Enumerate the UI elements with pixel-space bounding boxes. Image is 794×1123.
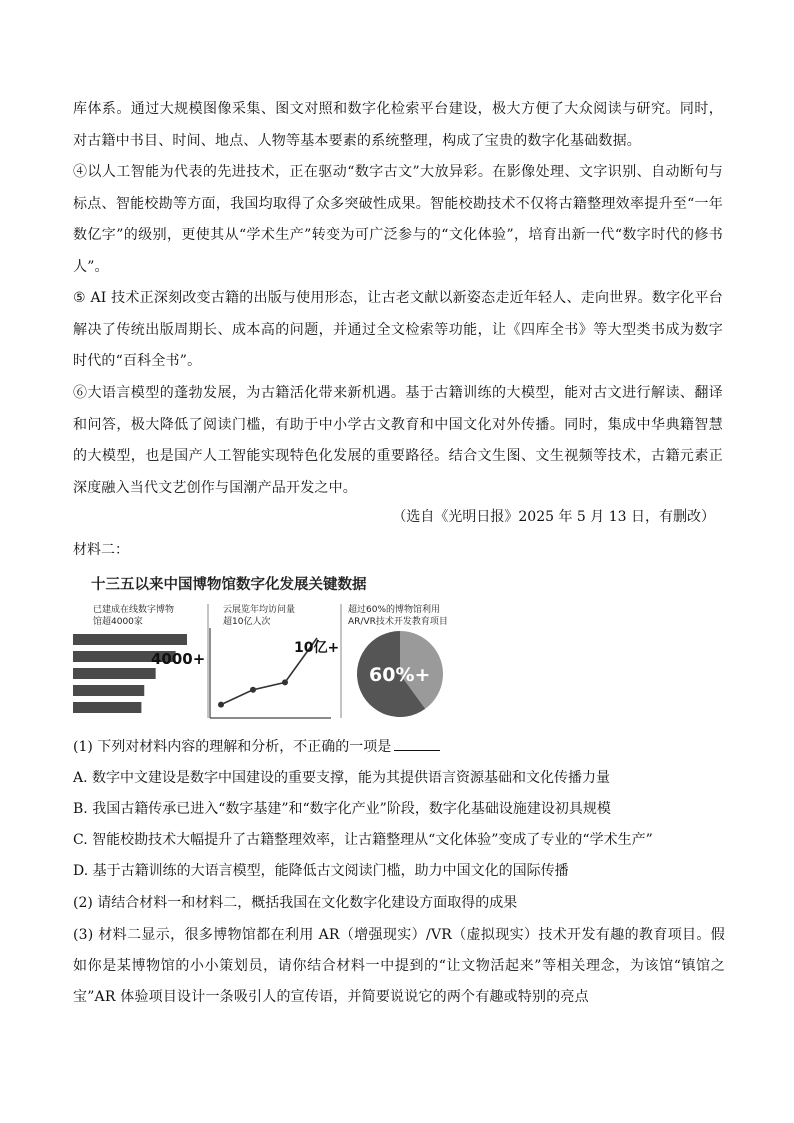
paragraph-6: ⑥大语言模型的蓬勃发展，为古籍活化带来新机遇。基于古籍训练的大模型，能对古文进行解读、翻译和问答，极大降低了阅读门槛，有助于中小学古文教育和中国文化对外传播。同时，集成中华典籍智慧的大模型，也是国产人工智能实现特色化发展的重要路径。结合文生图、文生视频等技术，古籍元素正深度融入当代文艺创作与国潮产品开发之中。 (73, 385, 723, 496)
bar-chart-panel (71, 628, 206, 718)
paragraph-4: ④以人工智能为代表的先进技术，正在驱动“数字古文”大放异彩。在影像处理、文字识别、自动断句与标点、智能校勘等方面，我国均取得了众多突破性成果。智能校勘技术不仅将古籍整理效率提升至“一年数亿字”的级别，更使其从“学术生产”转变为可广泛参与的“文化体验”，培育出新一代“数字时代的修书人”。 (73, 164, 723, 275)
trend-point-2 (250, 687, 256, 693)
panel1-value: 4000+ (151, 650, 206, 668)
panel2-label-line1: 云展览年均访问量 (223, 605, 296, 615)
answer-blank[interactable] (394, 736, 440, 751)
panel2-label (223, 604, 295, 628)
divider-2 (339, 604, 343, 718)
infographic-title: 十三五以来中国博物馆数字化发展关键数据 (91, 577, 367, 593)
bar-4 (73, 685, 144, 696)
question-1-text: (1) 下列对材料内容的理解和分析，不正确的一项是 (73, 739, 392, 755)
option-b: B. 我国古籍传承已进入“数字基建”和“数字化产业”阶段，数字化基础设施建设初具规模 (73, 801, 611, 817)
option-c: C. 智能校勘技术大幅提升了古籍整理效率，让古籍整理从“文化体验”变成了专业的“学术生产” (73, 832, 653, 848)
panel1-label-line2: 馆超4000家 (93, 617, 143, 627)
paragraph-5: ⑤ AI 技术正深刻改变古籍的出版与使用形态，让古老文献以新姿态走近年轻人、走向世界。数字化平台解决了传统出版周期长、成本高的问题，并通过全文检索等功能，让《四库全书》等大型类书成为数字时代的“百科全书”。 (73, 290, 723, 369)
panel3-label (348, 604, 448, 628)
bar-5 (73, 702, 141, 713)
paragraph-3-end: 库体系。通过大规模图像采集、图文对照和数字化检索平台建设，极大方便了大众阅读与研究。同时，对古籍中书目、时间、地点、人物等基本要素的系统整理，构成了宝贵的数字化基础数据。 (73, 101, 723, 149)
question-2: (2) 请结合材料一和材料二，概括我国在文化数字化建设方面取得的成果 (73, 895, 518, 911)
panel1-label-line1: 已建成在线数字博物 (93, 605, 175, 615)
panel1-label (93, 604, 174, 628)
panel3-value: 60%+ (369, 664, 431, 686)
bar-3 (73, 668, 156, 679)
panel2-value: 10亿+ (294, 640, 340, 656)
source-citation: （选自《光明日报》2025 年 5 月 13 日，有删改） (392, 509, 715, 525)
option-a: A. 数字中文建设是数字中国建设的重要支撑，能为其提供语言资源基础和文化传播力量 (73, 770, 611, 786)
bar-1 (73, 634, 187, 645)
panel3-label-line2: AR/VR技术开发教育项目 (348, 617, 448, 627)
trend-point-3 (282, 679, 288, 685)
material-2-heading: 材料二： (73, 542, 129, 558)
question-1 (73, 734, 733, 760)
question-3: (3) 材料二显示，很多博物馆都在利用 AR（增强现实）/VR（虚拟现实）技术开发有趣的教育项目。假如你是某博物馆的小小策划员，请你结合材料一中提到的“让文物活起来”等相关理念，为该馆“镇馆之宝”AR 体验项目设计一条吸引人的宣传语，并简要说说它的两个有趣或特别的亮点 (73, 927, 725, 1005)
option-d: D. 基于古籍训练的大语言模型，能降低古文阅读门槛，助力中国文化的国际传播 (73, 863, 569, 879)
trend-point-1 (218, 702, 224, 708)
panel3-label-line1: 超过60%的博物馆利用 (348, 605, 441, 615)
museum-digital-infographic (71, 566, 451, 722)
panel2-label-line2: 超10亿人次 (223, 617, 271, 627)
